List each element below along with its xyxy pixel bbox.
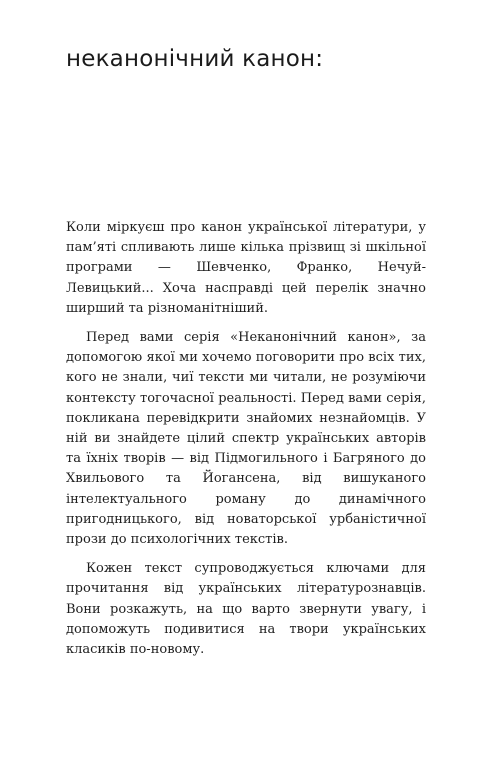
paragraph-series: Перед вами серія «Неканонічний канон», за допомогою якої ми хочемо поговорити про всіх тих, кого не знали, чиї тексти ми читали, не розуміючи контексту тогочасної реальності. Перед вами серія, покликана перевідкрити знайомих незнайомців. У ній ви знайдете цілий спектр українських авторів та їхніх творів — від Підмогильного і Багряного до Хвильового та Йогансена, від вишуканого інтелектуального роману до динамічного пригодницького, від новаторської урбаністичної прози до психологічних текстів. [66, 330, 426, 548]
body-text [66, 218, 426, 669]
paragraph-keys: Кожен текст супроводжується ключами для прочитання від українських літературознавців. Вони розкажуть, на що варто звернути увагу, і допоможуть подивитися на твори українських класиків по-новому. [66, 561, 426, 658]
paragraph-intro: Коли міркуєш про канон української літератури, у пам’яті спливають лише кілька прізвищ зі шкільної програми — Шевченко, Франко, Нечуй-Левицький... Хоча насправді цей перелік значно ширший та різноманітніший. [66, 220, 426, 316]
page-title: неканонічний канон: [66, 46, 324, 72]
